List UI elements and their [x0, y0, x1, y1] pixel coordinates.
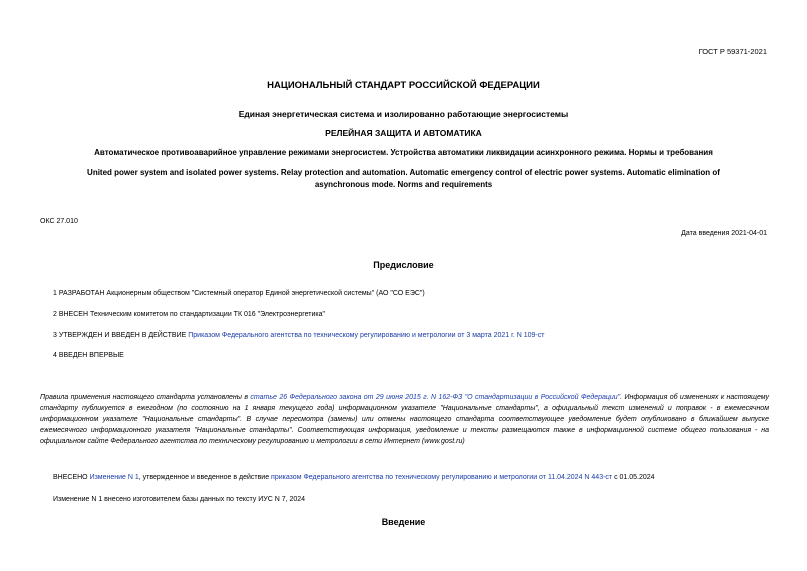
introduction-heading: Введение: [381, 517, 426, 527]
order-443-link[interactable]: приказом Федерального агентства по техническому регулированию и метрологии от 11.04.2024 N 443-ст: [271, 474, 613, 481]
intro-date: Дата введения 2021-04-01: [681, 230, 767, 237]
document-title-en: United power system and isolated power systems. Relay protection and automation. Automatic emergency control of electric power systems. Automatic elimination of asynchronous mode. Norms and requirements: [87, 168, 720, 189]
order-109-link[interactable]: Приказом Федерального агентства по техническому регулированию и метрологии от 3 марта 2021 г. N 109-ст: [188, 332, 545, 339]
application-rules-note: [40, 392, 769, 447]
preface-item-4: 4 ВВЕДЕН ВПЕРВЫЕ: [53, 352, 124, 359]
federal-law-link[interactable]: статье 26 Федерального закона от 29 июня 2015 г. N 162-ФЗ "О стандартизации в Российской Федерации": [250, 394, 621, 401]
document-title-sub: Единая энергетическая система и изолированно работающие энергосистемы: [238, 109, 569, 119]
oks-code: ОКС 27.010: [40, 218, 78, 225]
amendment-middle: , утвержденное и введенное в действие: [138, 474, 272, 481]
preface-item-3: [53, 332, 544, 339]
amendment-line: [53, 474, 655, 481]
document-title-main: НАЦИОНАЛЬНЫЙ СТАНДАРТ РОССИЙСКОЙ ФЕДЕРАЦИИ: [267, 80, 540, 91]
document-title-ru: Автоматическое противоаварийное управление режимами энергосистем. Устройства автоматики ликвидации асинхронного режима. Нормы и требования: [94, 148, 713, 157]
amendment-note: Изменение N 1 внесено изготовителем базы данных по тексту ИУС N 7, 2024: [53, 496, 306, 503]
preface-item-1: 1 РАЗРАБОТАН Акционерным обществом "Системный оператор Единой энергетической системы" (АО "СО ЕЭС"): [53, 290, 425, 297]
amendment-suffix: с 01.05.2024: [612, 474, 655, 481]
document-id: ГОСТ Р 59371-2021: [698, 47, 767, 56]
amendment-1-link[interactable]: Изменение N 1: [89, 474, 139, 481]
note-text-1: Правила применения настоящего стандарта установлены в: [40, 394, 251, 401]
preface-heading: Предисловие: [373, 260, 434, 270]
document-title-rza: РЕЛЕЙНАЯ ЗАЩИТА И АВТОМАТИКА: [325, 128, 482, 138]
amendment-prefix: ВНЕСЕНО: [53, 474, 90, 481]
note-text-2: . Информация об изменениях к настоящему стандарту публикуется в ежегодном (по состоянию на 1 января текущего года) информационном указателе "Национальные стандарты", а официальный текст изменений и поправок - в ежемесячном информационном указателе "Национальные стандарты". В случае пересмотра (замены) или отмены настоящего стандарта соответствующее уведомление будет опубликовано в ближайшем выпуске ежемесячного информационного указателя "Национальные стандарты". Соответствующая информация, уведомление и тексты размещаются также в информационной системе общего пользования - на официальном сайте Федерального агентства по техническому регулированию и метрологии в сети Интернет (www.gost.ru): [40, 394, 769, 445]
preface-item-2: 2 ВНЕСЕН Техническим комитетом по стандартизации ТК 016 "Электроэнергетика": [53, 311, 325, 318]
preface-item-3-text: 3 УТВЕРЖДЕН И ВВЕДЕН В ДЕЙСТВИЕ: [53, 332, 189, 339]
